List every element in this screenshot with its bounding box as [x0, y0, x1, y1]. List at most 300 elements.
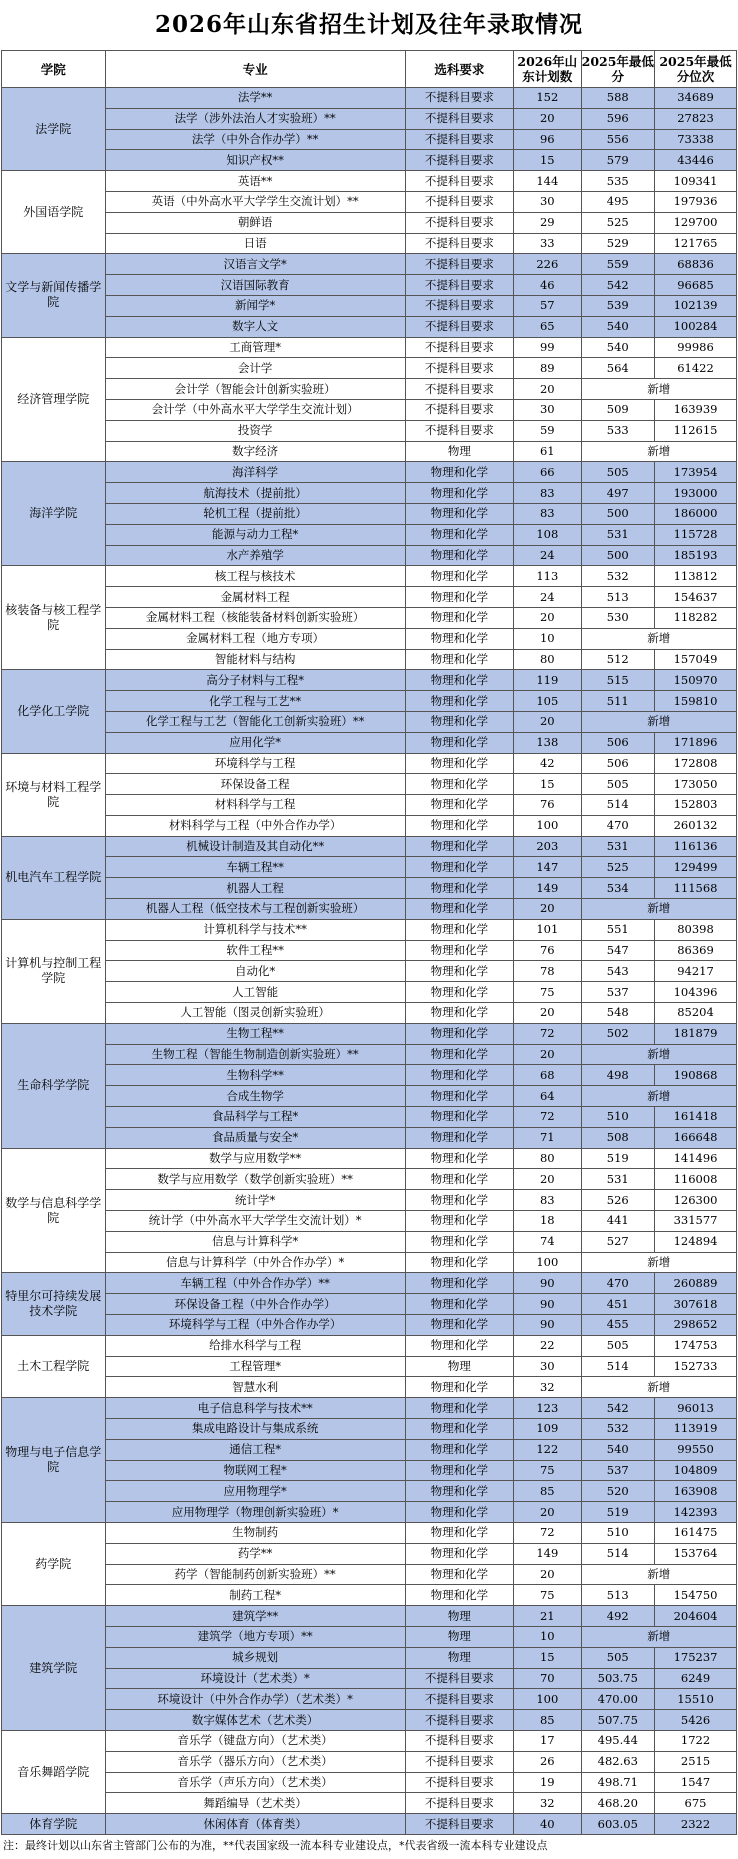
- major-cell: 车辆工程**: [105, 857, 405, 878]
- major-cell: 食品科学与工程*: [105, 1107, 405, 1128]
- plan-cell: 20: [514, 1564, 581, 1585]
- new-badge-cell: 新增: [581, 1377, 736, 1398]
- plan-cell: 80: [514, 1148, 581, 1169]
- major-cell: 城乡规划: [105, 1647, 405, 1668]
- major-cell: 法学（中外合作办学）**: [105, 129, 405, 150]
- college-cell: 体育学院: [2, 1814, 106, 1835]
- requirement-cell: 不提科目要求: [405, 275, 513, 296]
- table-row: [2, 1585, 737, 1606]
- table-row: [2, 899, 737, 920]
- score-cell: 596: [581, 108, 655, 129]
- plan-cell: 75: [514, 1460, 581, 1481]
- score-cell: 526: [581, 1190, 655, 1211]
- table-row: [2, 1543, 737, 1564]
- plan-cell: 226: [514, 254, 581, 275]
- table-row: [2, 1148, 737, 1169]
- score-cell: 540: [581, 337, 655, 358]
- plan-cell: 76: [514, 795, 581, 816]
- table-row: [2, 503, 737, 524]
- requirement-cell: 不提科目要求: [405, 171, 513, 192]
- table-row: [2, 1335, 737, 1356]
- table-row: [2, 836, 737, 857]
- rank-cell: 43446: [655, 150, 737, 171]
- score-cell: 514: [581, 1543, 655, 1564]
- plan-cell: 20: [514, 379, 581, 400]
- major-cell: 工商管理*: [105, 337, 405, 358]
- major-cell: 人工智能: [105, 982, 405, 1003]
- rank-cell: 173050: [655, 774, 737, 795]
- plan-cell: 100: [514, 815, 581, 836]
- score-cell: 551: [581, 919, 655, 940]
- major-cell: 音乐学（器乐方向）（艺术类）: [105, 1751, 405, 1772]
- score-cell: 514: [581, 1356, 655, 1377]
- rank-cell: 99550: [655, 1439, 737, 1460]
- requirement-cell: 物理和化学: [405, 1377, 513, 1398]
- requirement-cell: 不提科目要求: [405, 316, 513, 337]
- rank-cell: 118282: [655, 607, 737, 628]
- plan-cell: 40: [514, 1814, 581, 1835]
- table-row: [2, 1398, 737, 1419]
- rank-cell: 141496: [655, 1148, 737, 1169]
- major-cell: 法学**: [105, 88, 405, 109]
- rank-cell: 163908: [655, 1481, 737, 1502]
- requirement-cell: 物理和化学: [405, 1107, 513, 1128]
- requirement-cell: 物理和化学: [405, 1315, 513, 1336]
- new-badge-cell: 新增: [581, 1626, 736, 1647]
- requirement-cell: 物理和化学: [405, 649, 513, 670]
- major-cell: 材料科学与工程: [105, 795, 405, 816]
- plan-cell: 147: [514, 857, 581, 878]
- plan-cell: 72: [514, 1522, 581, 1543]
- requirement-cell: 物理和化学: [405, 774, 513, 795]
- table-row: [2, 628, 737, 649]
- plan-cell: 75: [514, 982, 581, 1003]
- major-cell: 英语（中外高水平大学学生交流计划）**: [105, 191, 405, 212]
- requirement-cell: 物理和化学: [405, 732, 513, 753]
- rank-cell: 161418: [655, 1107, 737, 1128]
- requirement-cell: 物理和化学: [405, 1543, 513, 1564]
- rank-cell: 1547: [655, 1772, 737, 1793]
- college-cell: 经济管理学院: [2, 337, 106, 462]
- table-row: [2, 399, 737, 420]
- header-row: [2, 51, 737, 88]
- rank-cell: 2515: [655, 1751, 737, 1772]
- major-cell: 数字媒体艺术（艺术类）: [105, 1710, 405, 1731]
- plan-cell: 119: [514, 670, 581, 691]
- major-cell: 数学与应用数学**: [105, 1148, 405, 1169]
- score-cell: 495.44: [581, 1730, 655, 1751]
- plan-cell: 26: [514, 1751, 581, 1772]
- major-cell: 音乐学（键盘方向）（艺术类）: [105, 1730, 405, 1751]
- score-cell: 513: [581, 1585, 655, 1606]
- table-row: [2, 1814, 737, 1835]
- major-cell: 环境科学与工程: [105, 753, 405, 774]
- table-row: [2, 1356, 737, 1377]
- requirement-cell: 物理和化学: [405, 1127, 513, 1148]
- requirement-cell: 不提科目要求: [405, 233, 513, 254]
- plan-cell: 22: [514, 1335, 581, 1356]
- requirement-cell: 不提科目要求: [405, 108, 513, 129]
- table-row: [2, 1315, 737, 1336]
- major-cell: 电子信息科学与技术**: [105, 1398, 405, 1419]
- plan-cell: 68: [514, 1065, 581, 1086]
- rank-cell: 260889: [655, 1273, 737, 1294]
- major-cell: 合成生物学: [105, 1086, 405, 1107]
- rank-cell: 112615: [655, 420, 737, 441]
- plan-cell: 75: [514, 1585, 581, 1606]
- table-row: [2, 1252, 737, 1273]
- table-row: [2, 1169, 737, 1190]
- requirement-cell: 不提科目要求: [405, 1710, 513, 1731]
- score-cell: 537: [581, 982, 655, 1003]
- major-cell: 会计学（智能会计创新实验班）: [105, 379, 405, 400]
- requirement-cell: 物理和化学: [405, 1502, 513, 1523]
- rank-cell: 154637: [655, 587, 737, 608]
- score-cell: 470: [581, 815, 655, 836]
- plan-cell: 109: [514, 1419, 581, 1440]
- score-cell: 519: [581, 1148, 655, 1169]
- plan-cell: 149: [514, 878, 581, 899]
- score-cell: 500: [581, 545, 655, 566]
- page-title: 2026年山东省招生计划及往年录取情况: [154, 11, 583, 38]
- plan-cell: 15: [514, 774, 581, 795]
- plan-cell: 72: [514, 1107, 581, 1128]
- rank-cell: 96013: [655, 1398, 737, 1419]
- rank-cell: 298652: [655, 1315, 737, 1336]
- plan-cell: 152: [514, 88, 581, 109]
- requirement-cell: 物理和化学: [405, 1044, 513, 1065]
- requirement-cell: 物理和化学: [405, 1335, 513, 1356]
- score-cell: 509: [581, 399, 655, 420]
- rank-cell: 85204: [655, 1003, 737, 1024]
- major-cell: 工程管理*: [105, 1356, 405, 1377]
- table-row: [2, 1564, 737, 1585]
- table-row: [2, 1419, 737, 1440]
- table-row: [2, 1273, 737, 1294]
- requirement-cell: 物理和化学: [405, 795, 513, 816]
- major-cell: 化学工程与工艺（智能化工创新实验班）**: [105, 711, 405, 732]
- plan-cell: 10: [514, 1626, 581, 1647]
- requirement-cell: 物理和化学: [405, 607, 513, 628]
- major-cell: 统计学（中外高水平大学学生交流计划）*: [105, 1211, 405, 1232]
- major-cell: 音乐学（声乐方向）（艺术类）: [105, 1772, 405, 1793]
- requirement-cell: 不提科目要求: [405, 191, 513, 212]
- table-row: [2, 1086, 737, 1107]
- plan-cell: 105: [514, 691, 581, 712]
- major-cell: 汉语国际教育: [105, 275, 405, 296]
- requirement-cell: 不提科目要求: [405, 254, 513, 275]
- college-cell: 特里尔可持续发展技术学院: [2, 1273, 106, 1335]
- table-row: [2, 1439, 737, 1460]
- requirement-cell: 物理和化学: [405, 940, 513, 961]
- plan-cell: 20: [514, 711, 581, 732]
- major-cell: 应用物理学（物理创新实验班）*: [105, 1502, 405, 1523]
- plan-cell: 83: [514, 503, 581, 524]
- new-badge-cell: 新增: [581, 379, 736, 400]
- table-row: [2, 1522, 737, 1543]
- plan-cell: 89: [514, 358, 581, 379]
- score-cell: 540: [581, 316, 655, 337]
- major-cell: 通信工程*: [105, 1439, 405, 1460]
- score-cell: 540: [581, 1439, 655, 1460]
- plan-cell: 90: [514, 1315, 581, 1336]
- score-cell: 506: [581, 753, 655, 774]
- major-cell: 统计学*: [105, 1190, 405, 1211]
- new-badge-cell: 新增: [581, 1086, 736, 1107]
- table-row: [2, 1044, 737, 1065]
- plan-cell: 30: [514, 1356, 581, 1377]
- table-row: [2, 379, 737, 400]
- rank-cell: 15510: [655, 1689, 737, 1710]
- major-cell: 集成电路设计与集成系统: [105, 1419, 405, 1440]
- major-cell: 朝鲜语: [105, 212, 405, 233]
- table-row: [2, 129, 737, 150]
- rank-cell: 94217: [655, 961, 737, 982]
- score-cell: 508: [581, 1127, 655, 1148]
- college-cell: 数学与信息科学学院: [2, 1148, 106, 1273]
- requirement-cell: 物理: [405, 441, 513, 462]
- score-cell: 548: [581, 1003, 655, 1024]
- major-cell: 建筑学**: [105, 1606, 405, 1627]
- major-cell: 金属材料工程（核能装备材料创新实验班）: [105, 607, 405, 628]
- score-cell: 455: [581, 1315, 655, 1336]
- requirement-cell: 物理和化学: [405, 899, 513, 920]
- major-cell: 智慧水利: [105, 1377, 405, 1398]
- major-cell: 生物科学**: [105, 1065, 405, 1086]
- new-badge-cell: 新增: [581, 1044, 736, 1065]
- requirement-cell: 物理和化学: [405, 1231, 513, 1252]
- requirement-cell: 物理: [405, 1647, 513, 1668]
- table-row: [2, 711, 737, 732]
- score-cell: 537: [581, 1460, 655, 1481]
- major-cell: 投资学: [105, 420, 405, 441]
- plan-cell: 149: [514, 1543, 581, 1564]
- score-cell: 441: [581, 1211, 655, 1232]
- table-row: [2, 545, 737, 566]
- plan-cell: 42: [514, 753, 581, 774]
- college-cell: 土木工程学院: [2, 1335, 106, 1397]
- table-row: [2, 1772, 737, 1793]
- plan-cell: 20: [514, 1003, 581, 1024]
- plan-cell: 20: [514, 1502, 581, 1523]
- plan-cell: 17: [514, 1730, 581, 1751]
- requirement-cell: 物理和化学: [405, 462, 513, 483]
- requirement-cell: 物理和化学: [405, 1564, 513, 1585]
- table-row: [2, 1190, 737, 1211]
- requirement-cell: 不提科目要求: [405, 1793, 513, 1814]
- score-cell: 520: [581, 1481, 655, 1502]
- plan-cell: 144: [514, 171, 581, 192]
- table-row: [2, 1668, 737, 1689]
- score-cell: 498: [581, 1065, 655, 1086]
- table-row: [2, 1793, 737, 1814]
- score-cell: 506: [581, 732, 655, 753]
- plan-cell: 30: [514, 399, 581, 420]
- rank-cell: 27823: [655, 108, 737, 129]
- college-cell: 外国语学院: [2, 171, 106, 254]
- major-cell: 能源与动力工程*: [105, 524, 405, 545]
- plan-cell: 203: [514, 836, 581, 857]
- rank-cell: 2322: [655, 1814, 737, 1835]
- table-row: [2, 795, 737, 816]
- score-cell: 511: [581, 691, 655, 712]
- major-cell: 自动化*: [105, 961, 405, 982]
- score-cell: 527: [581, 1231, 655, 1252]
- rank-cell: 96685: [655, 275, 737, 296]
- score-cell: 503.75: [581, 1668, 655, 1689]
- plan-cell: 90: [514, 1273, 581, 1294]
- requirement-cell: 物理和化学: [405, 545, 513, 566]
- rank-cell: 68836: [655, 254, 737, 275]
- plan-cell: 21: [514, 1606, 581, 1627]
- major-cell: 化学工程与工艺**: [105, 691, 405, 712]
- requirement-cell: 物理和化学: [405, 1273, 513, 1294]
- score-cell: 514: [581, 795, 655, 816]
- rank-cell: 675: [655, 1793, 737, 1814]
- requirement-cell: 物理: [405, 1626, 513, 1647]
- admission-table: [1, 50, 737, 1835]
- score-cell: 470: [581, 1273, 655, 1294]
- plan-cell: 64: [514, 1086, 581, 1107]
- score-cell: 482.63: [581, 1751, 655, 1772]
- table-row: [2, 670, 737, 691]
- rank-cell: 109341: [655, 171, 737, 192]
- major-cell: 环保设备工程（中外合作办学）: [105, 1294, 405, 1315]
- score-cell: 510: [581, 1107, 655, 1128]
- table-row: [2, 607, 737, 628]
- rank-cell: 186000: [655, 503, 737, 524]
- table-row: [2, 212, 737, 233]
- major-cell: 日语: [105, 233, 405, 254]
- plan-cell: 15: [514, 150, 581, 171]
- rank-cell: 99986: [655, 337, 737, 358]
- plan-cell: 123: [514, 1398, 581, 1419]
- rank-cell: 175237: [655, 1647, 737, 1668]
- plan-cell: 90: [514, 1294, 581, 1315]
- plan-cell: 70: [514, 1668, 581, 1689]
- requirement-cell: 物理和化学: [405, 1190, 513, 1211]
- table-row: [2, 815, 737, 836]
- college-cell: 建筑学院: [2, 1606, 106, 1731]
- score-cell: 588: [581, 88, 655, 109]
- requirement-cell: 物理和化学: [405, 1065, 513, 1086]
- plan-cell: 101: [514, 919, 581, 940]
- requirement-cell: 不提科目要求: [405, 1751, 513, 1772]
- major-cell: 舞蹈编导（艺术类）: [105, 1793, 405, 1814]
- major-cell: 核工程与核技术: [105, 566, 405, 587]
- plan-cell: 96: [514, 129, 581, 150]
- rank-cell: 61422: [655, 358, 737, 379]
- plan-cell: 33: [514, 233, 581, 254]
- score-cell: 505: [581, 774, 655, 795]
- major-cell: 汉语言文学*: [105, 254, 405, 275]
- table-row: [2, 462, 737, 483]
- table-row: [2, 295, 737, 316]
- rank-cell: 6249: [655, 1668, 737, 1689]
- rank-cell: 204604: [655, 1606, 737, 1627]
- major-cell: 会计学（中外高水平大学学生交流计划）: [105, 399, 405, 420]
- plan-cell: 99: [514, 337, 581, 358]
- score-cell: 498.71: [581, 1772, 655, 1793]
- rank-cell: 124894: [655, 1231, 737, 1252]
- requirement-cell: 物理和化学: [405, 753, 513, 774]
- table-row: [2, 1460, 737, 1481]
- major-cell: 数字人文: [105, 316, 405, 337]
- requirement-cell: 物理和化学: [405, 878, 513, 899]
- plan-cell: 20: [514, 1169, 581, 1190]
- requirement-cell: 不提科目要求: [405, 1730, 513, 1751]
- requirement-cell: 物理和化学: [405, 1148, 513, 1169]
- rank-cell: 154750: [655, 1585, 737, 1606]
- plan-cell: 19: [514, 1772, 581, 1793]
- table-row: [2, 566, 737, 587]
- score-cell: 533: [581, 420, 655, 441]
- plan-cell: 20: [514, 108, 581, 129]
- requirement-cell: 不提科目要求: [405, 1772, 513, 1793]
- major-cell: 机器人工程（低空技术与工程创新实验班）: [105, 899, 405, 920]
- table-body: [2, 88, 737, 1835]
- plan-cell: 18: [514, 1211, 581, 1232]
- plan-cell: 78: [514, 961, 581, 982]
- rank-cell: 152803: [655, 795, 737, 816]
- score-cell: 515: [581, 670, 655, 691]
- rank-cell: 113812: [655, 566, 737, 587]
- rank-cell: 152733: [655, 1356, 737, 1377]
- requirement-cell: 物理和化学: [405, 1460, 513, 1481]
- header-min-rank: 2025年最低分位次: [655, 51, 737, 88]
- major-cell: 休闲体育（体育类）: [105, 1814, 405, 1835]
- rank-cell: 307618: [655, 1294, 737, 1315]
- plan-cell: 122: [514, 1439, 581, 1460]
- rank-cell: 126300: [655, 1190, 737, 1211]
- requirement-cell: 物理和化学: [405, 670, 513, 691]
- requirement-cell: 不提科目要求: [405, 295, 513, 316]
- requirement-cell: 物理和化学: [405, 1294, 513, 1315]
- score-cell: 529: [581, 233, 655, 254]
- requirement-cell: 不提科目要求: [405, 358, 513, 379]
- header-min-score: 2025年最低分: [581, 51, 655, 88]
- rank-cell: 331577: [655, 1211, 737, 1232]
- rank-cell: 161475: [655, 1522, 737, 1543]
- plan-cell: 100: [514, 1252, 581, 1273]
- new-badge-cell: 新增: [581, 441, 736, 462]
- rank-cell: 102139: [655, 295, 737, 316]
- requirement-cell: 物理和化学: [405, 1086, 513, 1107]
- rank-cell: 142393: [655, 1502, 737, 1523]
- table-row: [2, 1730, 737, 1751]
- major-cell: 建筑学（地方专项）**: [105, 1626, 405, 1647]
- table-row: [2, 1481, 737, 1502]
- requirement-cell: 物理和化学: [405, 587, 513, 608]
- header-requirement: 选科要求: [405, 51, 513, 88]
- major-cell: 环保设备工程: [105, 774, 405, 795]
- rank-cell: 116008: [655, 1169, 737, 1190]
- requirement-cell: 物理和化学: [405, 836, 513, 857]
- table-row: [2, 1647, 737, 1668]
- college-cell: 计算机与控制工程学院: [2, 919, 106, 1023]
- college-cell: 文学与新闻传播学院: [2, 254, 106, 337]
- requirement-cell: 物理和化学: [405, 711, 513, 732]
- rank-cell: 73338: [655, 129, 737, 150]
- table-row: [2, 878, 737, 899]
- rank-cell: 150970: [655, 670, 737, 691]
- table-row: [2, 919, 737, 940]
- rank-cell: 86369: [655, 940, 737, 961]
- plan-cell: 65: [514, 316, 581, 337]
- requirement-cell: 不提科目要求: [405, 420, 513, 441]
- rank-cell: 104809: [655, 1460, 737, 1481]
- major-cell: 生物工程**: [105, 1023, 405, 1044]
